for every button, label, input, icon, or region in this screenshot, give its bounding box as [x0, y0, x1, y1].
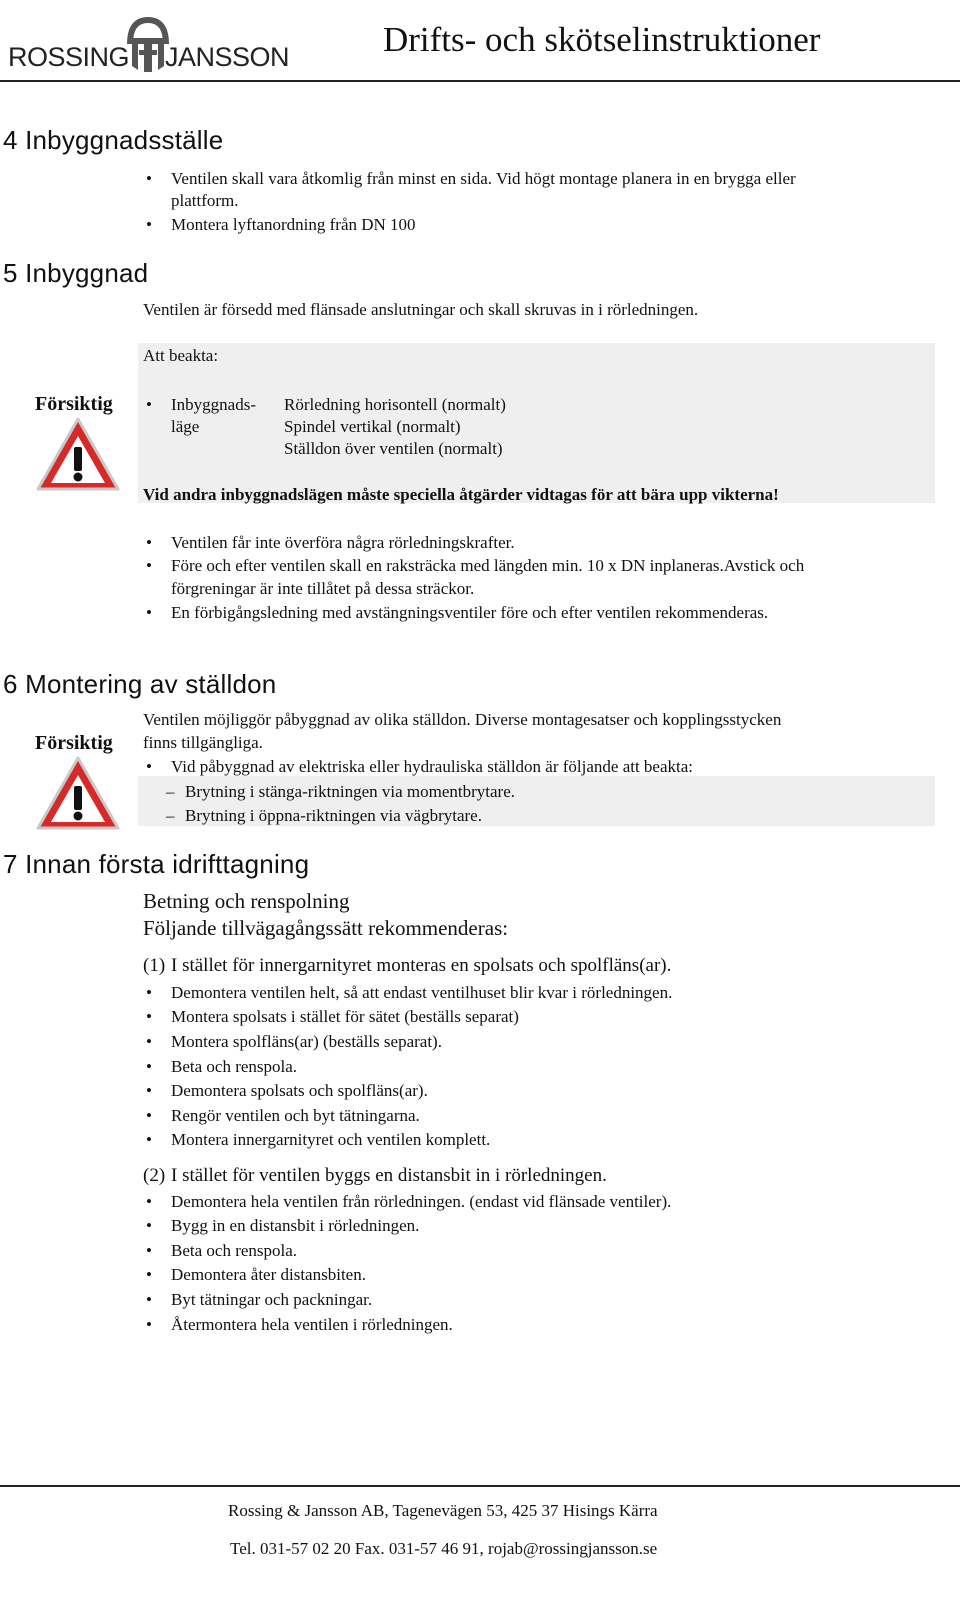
s7-p1-item-4: Beta och renspola.: [171, 1057, 298, 1076]
bullet-dot: •: [146, 1081, 152, 1100]
bullet-dot: •: [146, 395, 152, 414]
s7-p1-item-1: Demontera ventilen helt, så att endast ventilhuset blir kvar i rörledningen.: [171, 983, 673, 1002]
s5-item-2-cont: förgreningar är inte tillåtet på dessa sträckor.: [171, 579, 475, 598]
bullet-dot: •: [146, 169, 152, 188]
bullet-dot: •: [146, 1007, 152, 1026]
s5-note-box: [138, 343, 935, 503]
s7-p2-item-3: Beta och renspola.: [171, 1241, 298, 1260]
bullet-dot: •: [146, 1315, 152, 1334]
s6-intro-2: finns tillgängliga.: [143, 733, 263, 752]
section-4-heading: 4 Inbyggnadsställe: [3, 125, 224, 155]
s7-p1-title: I stället för innergarnityret monteras en spolsats och spolfläns(ar).: [171, 955, 672, 976]
bullet-dot: •: [146, 757, 152, 776]
footer-contact: Tel. 031-57 02 20 Fax. 031-57 46 91, rojab@rossingjansson.se: [230, 1539, 658, 1558]
section-5-heading: 5 Inbyggnad: [3, 258, 149, 288]
s5-item-3: En förbigångsledning med avstängningsventiler före och efter ventilen rekommenderas.: [171, 603, 769, 622]
s7-p2-title: I stället för ventilen byggs en distansbit in i rörledningen.: [171, 1165, 607, 1186]
s7-p2-item-6: Återmontera hela ventilen i rörledningen.: [171, 1315, 453, 1334]
s7-p1-item-7: Montera innergarnityret och ventilen komplett.: [171, 1130, 491, 1149]
warning-triangle-icon: [35, 755, 121, 831]
footer-address: Rossing & Jansson AB, Tagenevägen 53, 425 37 Hisings Kärra: [228, 1501, 658, 1520]
install-label-1: Inbyggnads-: [171, 395, 256, 414]
s7-p1-item-5: Demontera spolsats och spolfläns(ar).: [171, 1081, 428, 1100]
header-rule: [0, 80, 960, 82]
logo-text-left: ROSSING: [8, 42, 130, 72]
s6-dash-1: Brytning i stänga-riktningen via momentbrytare.: [185, 782, 516, 801]
dash-mark: –: [166, 806, 175, 825]
s7-p2-item-4: Demontera åter distansbiten.: [171, 1265, 366, 1284]
bullet-dot: •: [146, 1265, 152, 1284]
bullet-dot: •: [146, 556, 152, 575]
s7-p2-item-5: Byt tätningar och packningar.: [171, 1290, 373, 1309]
s5-warning: Vid andra inbyggnadslägen måste speciella åtgärder vidtagas för att bära upp vikterna!: [143, 485, 779, 504]
caution-label: Försiktig: [35, 732, 113, 754]
document-title: Drifts- och skötselinstruktioner: [383, 20, 821, 59]
bullet-dot: •: [146, 603, 152, 622]
warning-triangle-icon: [35, 416, 121, 492]
install-value-1: Rörledning horisontell (normalt): [284, 395, 506, 414]
bullet-dot: •: [146, 1106, 152, 1125]
s4-item-1: Ventilen skall vara åtkomlig från minst en sida. Vid högt montage planera in en brygga eller: [171, 169, 796, 188]
bullet-dot: •: [146, 1032, 152, 1051]
section-7-heading: 7 Innan första idrifttagning: [3, 849, 310, 879]
s5-item-1: Ventilen får inte överföra några rörledningskrafter.: [171, 533, 515, 552]
bullet-dot: •: [146, 1241, 152, 1260]
install-value-2: Spindel vertikal (normalt): [284, 417, 461, 436]
bullet-dot: •: [146, 1130, 152, 1149]
s7-p2-item-1: Demontera hela ventilen från rörledningen. (endast vid flänsade ventiler).: [171, 1192, 672, 1211]
s7-p1-item-2: Montera spolsats i stället för sätet (beställs separat): [171, 1007, 519, 1026]
s6-dash-2: Brytning i öppna-riktningen via vägbrytare.: [185, 806, 482, 825]
install-value-3: Ställdon över ventilen (normalt): [284, 439, 503, 458]
s7-p1-item-3: Montera spolfläns(ar) (beställs separat).: [171, 1032, 442, 1051]
bullet-dot: •: [146, 215, 152, 234]
s7-p2-number: (2): [143, 1165, 166, 1186]
s7-subheading-2: Följande tillvägagångssätt rekommenderas:: [143, 916, 509, 940]
s4-item-2: Montera lyftanordning från DN 100: [171, 215, 416, 234]
bullet-dot: •: [146, 1057, 152, 1076]
logo: [8, 14, 290, 74]
bullet-dot: •: [146, 1290, 152, 1309]
s5-note-title: Att beakta:: [143, 346, 219, 365]
s5-item-2: Före och efter ventilen skall en raksträcka med längden min. 10 x DN inplaneras.Avstick och: [171, 556, 805, 575]
bullet-dot: •: [146, 1216, 152, 1235]
bullet-dot: •: [146, 533, 152, 552]
s5-intro: Ventilen är försedd med flänsade anslutningar och skall skruvas in i rörledningen.: [143, 300, 699, 319]
s7-subheading-1: Betning och renspolning: [143, 889, 350, 913]
s7-p2-item-2: Bygg in en distansbit i rörledningen.: [171, 1216, 420, 1235]
install-label-2: läge: [171, 417, 200, 436]
caution-label: Försiktig: [35, 393, 113, 415]
s6-intro-1: Ventilen möjliggör påbyggnad av olika ställdon. Diverse montagesatser och kopplingsstycken: [143, 710, 782, 729]
s7-p1-item-6: Rengör ventilen och byt tätningarna.: [171, 1106, 420, 1125]
section-6-heading: 6 Montering av ställdon: [3, 669, 277, 699]
bullet-dot: •: [146, 983, 152, 1002]
s6-bullet: Vid påbyggnad av elektriska eller hydrauliska ställdon är följande att beakta:: [171, 757, 694, 776]
bullet-dot: •: [146, 1192, 152, 1211]
logo-text-right: JANSSON: [165, 42, 290, 72]
s7-p1-number: (1): [143, 955, 166, 976]
s4-item-1-cont: plattform.: [171, 191, 239, 210]
footer-rule: [0, 1485, 960, 1487]
dash-mark: –: [166, 782, 175, 801]
